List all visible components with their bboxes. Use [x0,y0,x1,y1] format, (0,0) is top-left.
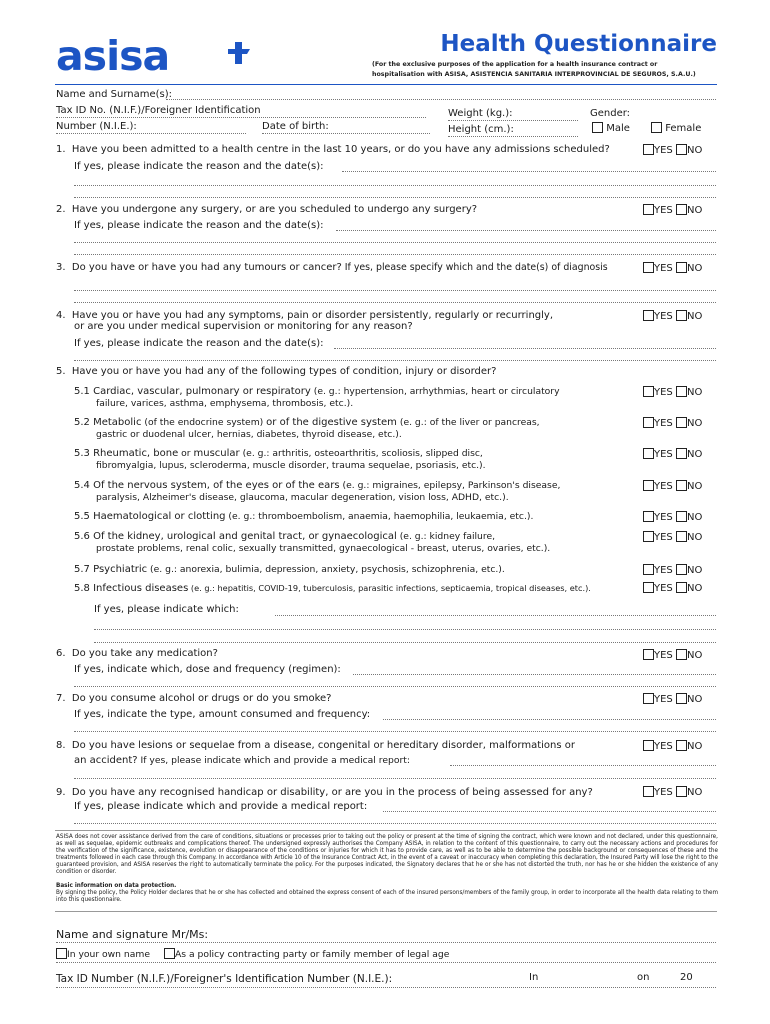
own-name-option[interactable]: In your own name [56,948,150,960]
q1-yes-checkbox[interactable] [643,144,654,155]
question-9: 9. Do you have any recognised handicap or disability, or are you in the process of being assessed for any? [56,787,593,798]
height-label: Height (cm.): [448,124,514,135]
q2-answer-line[interactable] [74,242,716,243]
q2-answer-line[interactable] [74,254,716,255]
q2-yes-no[interactable]: YES NO [643,204,702,217]
q3-answer-line[interactable] [74,302,716,303]
question-3: 3. Do you have or have you had any tumours or cancer? If yes, please specify which and the date(s) of diagnosis [56,262,608,273]
question-6: 6. Do you take any medication? [56,648,218,659]
q5-4-no-checkbox[interactable] [676,480,687,491]
own-name-checkbox[interactable] [56,948,67,959]
q1-yes-no[interactable]: YES NO [643,144,702,157]
on-label: on [637,972,650,983]
q6-answer-line[interactable] [353,674,716,675]
q8-yes-no[interactable]: YES NO [643,740,702,753]
q5-5-no-checkbox[interactable] [676,511,687,522]
weight-field[interactable] [448,120,578,121]
q3-no-checkbox[interactable] [676,262,687,273]
q7-answer-line[interactable] [74,731,716,732]
q9-no-checkbox[interactable] [676,786,687,797]
taxid-signature-label: Tax ID Number (N.I.F.)/Foreigner's Identification Number (N.I.E.): [56,973,393,985]
header-subtitle: (For the exclusive purposes of the application for a health insurance contract or hospitalisation with ASISA, ASISTENCIA SANITARIA INTERPROVINCIAL DE SEGUROS, S.A.U.) [372,61,696,78]
q5-4-yes-checkbox[interactable] [643,480,654,491]
female-checkbox[interactable] [651,122,662,133]
dob-field[interactable] [262,133,430,134]
q7-yes-checkbox[interactable] [643,693,654,704]
q7-no-checkbox[interactable] [676,693,687,704]
q7-answer-line[interactable] [383,719,716,720]
year-label: 20 [680,972,693,983]
q5-3-yes-no[interactable]: YES NO [643,448,702,461]
q5-5-text: 5.5 Haematological or clotting (e. g.: thromboembolism, anaemia, haemophilia, leukaemia, etc.). [74,511,534,522]
asisa-logo [56,32,170,80]
q5-2-text: 5.2 Metabolic (of the endocrine system) or of the digestive system (e. g.: of the liver or pancreas, gastric or duodenal ulcer, hernias, diabetes, thyroid disease, etc.). [74,417,540,440]
name-label: Name and Surname(s): [56,89,173,100]
q1-followup: If yes, please indicate the reason and the date(s): [74,161,324,172]
question-4: 4. Have you or have you had any symptoms, pain or disorder persistently, regularly or recurringly, [56,310,553,321]
signature-divider [56,962,716,963]
gender-label: Gender: [590,108,631,119]
name-field[interactable] [166,99,716,100]
q6-yes-no[interactable]: YES NO [643,649,702,662]
signature-field[interactable] [56,942,716,943]
legal-disclaimer: ASISA does not cover assistance derived from the care of conditions, situations or processes prior to taking out the policy or present at the time of signing the contract, which were known and not declared, under this questionnaire, as well as sequelae, epidemic outbreaks and complications thereof. The undersigned expressly authorises the Company ASISA, in relation to the content of this questionnaire, to carry out the necessary actions and procedures for the verification of the significance, existence, evolution or disappearance of the conditions or injuries for which it has to provide care, as well as to be able to determine the possible background or consequences of these and the treatments followed in each case through this Company. In accordance with Article 10 of the Insurance Contract Act, in the event of a caveat or inaccuracy when completing this declaration, the Insured Party will lose the right to the guaranteed provision, and ASISA reserves the right to automatically terminate the policy. For the purposes indicated, the Signatory declares that he or she has not distorted the truth, nor has he or she hidden the existence of any condition or disorder. [56,834,718,876]
question-8-line-2: an accident? If yes, please indicate which and provide a medical report: [74,755,410,766]
q5-3-yes-checkbox[interactable] [643,448,654,459]
q8-answer-line[interactable] [450,765,716,766]
height-field[interactable] [448,136,578,137]
q7-yes-no[interactable]: YES NO [643,693,702,706]
q9-yes-checkbox[interactable] [643,786,654,797]
q6-answer-line[interactable] [74,686,716,687]
logo-text: asisa [56,32,170,80]
q5-6-no-checkbox[interactable] [676,531,687,542]
q5-2-no-checkbox[interactable] [676,417,687,428]
q1-answer-line[interactable] [74,185,716,186]
q5-8-no-checkbox[interactable] [676,582,687,593]
question-5: 5. Have you or have you had any of the following types of condition, injury or disorder? [56,366,497,377]
q5-7-yes-no[interactable]: YES NO [643,564,702,577]
q5-8-text: 5.8 Infectious diseases (e. g.: hepatitis, COVID-19, tuberculosis, parasitic infections, septicaemia, tropical diseases, etc.). [74,583,591,594]
q5-4-text: 5.4 Of the nervous system, of the eyes or of the ears (e. g.: migraines, epilepsy, Parkinson's disease, paralysis, Alzheimer's disease, glaucoma, macular degeneration, vision loss, ADHD, etc.). [74,480,561,503]
taxid-label-2: Number (N.I.E.): [56,121,137,132]
q2-yes-checkbox[interactable] [643,204,654,215]
q5-2-yes-checkbox[interactable] [643,417,654,428]
signature-label: Name and signature Mr/Ms: [56,928,209,941]
q8-yes-checkbox[interactable] [643,740,654,751]
question-7: 7. Do you consume alcohol or drugs or do you smoke? [56,693,332,704]
contracting-party-checkbox[interactable] [164,948,175,959]
header-divider [55,84,717,85]
gender-male-option[interactable]: Male [592,122,630,135]
data-protection-info: Basic information on data protection. By signing the policy, the Policy Holder declares that he or she has collected and obtained the express consent of each of the insured persons/members of the family group, in order to incorporate all the health data relating to them into this questionnaire. [56,883,718,904]
taxid-label: Tax ID No. (N.I.F.)/Foreigner Identification [56,105,261,116]
taxid-signature-field[interactable] [56,987,716,988]
weight-label: Weight (kg.): [448,108,513,119]
q2-no-checkbox[interactable] [676,204,687,215]
legal-divider [55,830,717,831]
q5-1-yes-no[interactable]: YES NO [643,386,702,399]
q5-8-yes-no[interactable]: YES NO [643,582,702,595]
q2-followup: If yes, please indicate the reason and the date(s): [74,220,324,231]
question-1: 1. Have you been admitted to a health centre in the last 10 years, or do you have any admissions scheduled? [56,144,610,155]
q5-7-no-checkbox[interactable] [676,564,687,575]
taxid-field[interactable] [56,133,246,134]
q6-yes-checkbox[interactable] [643,649,654,660]
q5-8-yes-checkbox[interactable] [643,582,654,593]
q4-yes-checkbox[interactable] [643,310,654,321]
q5-5-yes-checkbox[interactable] [643,511,654,522]
q2-answer-line[interactable] [336,230,716,231]
q5-2-yes-no[interactable]: YES NO [643,417,702,430]
q5-6-text: 5.6 Of the kidney, urological and genital tract, or gynaecological (e. g.: kidney failure, prostate problems, renal colic, sexually transmitted, gynaecological - breast, uterus, ovaries, etc.). [74,531,551,554]
taxid-divider [56,117,426,118]
q4-followup: If yes, please indicate the reason and the date(s): [74,338,324,349]
q5-6-yes-checkbox[interactable] [643,531,654,542]
q1-no-checkbox[interactable] [676,144,687,155]
gender-female-option[interactable]: Female [651,122,701,135]
dob-label: Date of birth: [262,121,329,132]
q5-7-text: 5.7 Psychiatric (e. g.: anorexia, bulimia, depression, anxiety, psychosis, schizophrenia, etc.). [74,564,505,575]
q5-1-no-checkbox[interactable] [676,386,687,397]
q9-answer-line[interactable] [383,811,716,812]
q3-yes-checkbox[interactable] [643,262,654,273]
q5-3-text: 5.3 Rheumatic, bone or muscular (e. g.: arthritis, osteoarthritis, scoliosis, slipped disc, fibromyalgia, lupus, scleroderma, muscle disorder, trauma sequelae, psoriasis, etc.). [74,448,486,471]
cross-plane-icon [226,40,252,66]
q5-6-yes-no[interactable]: YES NO [643,531,702,544]
question-8: 8. Do you have lesions or sequelae from a disease, congenital or hereditary disorder, malformations or [56,740,575,751]
q4-no-checkbox[interactable] [676,310,687,321]
q9-followup: If yes, please indicate which and provide a medical report: [74,801,368,812]
q8-answer-line[interactable] [74,778,716,779]
q1-answer-line[interactable] [74,197,716,198]
in-label: In [529,972,539,983]
question-4-line-2: or are you under medical supervision or monitoring for any reason? [74,321,413,332]
q5-7-yes-checkbox[interactable] [643,564,654,575]
q5-1-text: 5.1 Cardiac, vascular, pulmonary or respiratory (e. g.: hypertension, arrhythmias, heart or circulatory failure, varices, asthma, emphysema, thrombosis, etc.). [74,386,560,409]
q5-answer-line[interactable] [275,615,716,616]
q6-no-checkbox[interactable] [676,649,687,660]
q5-5-yes-no[interactable]: YES NO [643,511,702,524]
q4-answer-line[interactable] [334,348,716,349]
q1-answer-line[interactable] [342,171,716,172]
q5-1-yes-checkbox[interactable] [643,386,654,397]
q6-followup: If yes, indicate which, dose and frequency (regimen): [74,664,341,675]
q7-followup: If yes, indicate the type, amount consumed and frequency: [74,709,371,720]
question-2: 2. Have you undergone any surgery, or are you scheduled to undergo any surgery? [56,204,478,215]
male-checkbox[interactable] [592,122,603,133]
contracting-party-option[interactable]: As a policy contracting party or family member of legal age [164,948,449,960]
q5-followup: If yes, please indicate which: [94,604,239,615]
q5-3-no-checkbox[interactable] [676,448,687,459]
q5-answer-line[interactable] [94,629,716,630]
q8-no-checkbox[interactable] [676,740,687,751]
q4-yes-no[interactable]: YES NO [643,310,702,323]
legal-divider-bottom [55,911,717,912]
q3-yes-no[interactable]: YES NO [643,262,702,275]
q5-answer-line[interactable] [94,642,716,643]
q3-answer-line[interactable] [74,290,716,291]
q9-answer-line[interactable] [74,823,716,824]
page-title: Health Questionnaire [440,31,717,57]
q4-answer-line[interactable] [74,360,716,361]
q9-yes-no[interactable]: YES NO [643,786,702,799]
q5-4-yes-no[interactable]: YES NO [643,480,702,493]
